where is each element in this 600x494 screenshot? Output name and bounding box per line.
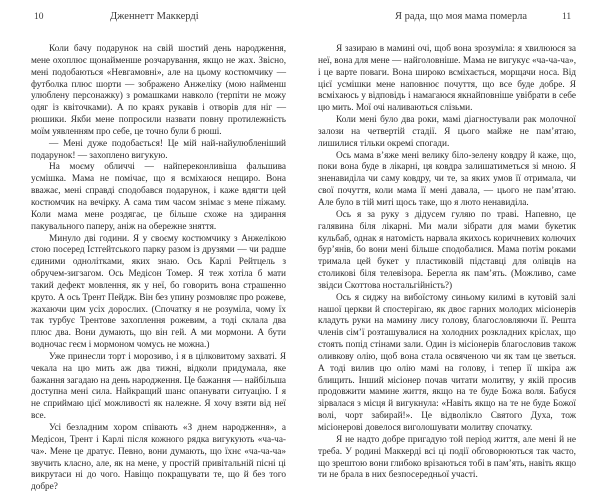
paragraph: Уже принесли торт і морозиво, і я в цілковитому захваті. Я чекала на цю мить аж два тижні, відколи придумала, яке бажання загадаю на день народження. Це бажання — найбільша доступна мені сила. Найкращий шанс опанувати ситуацію. І я не сприймаю цієї можливості як належне. Я хочу взяти від неї все. <box>31 351 286 422</box>
paragraph: Усі безладним хором співають «З днем народження», а Медісон, Трент і Карлі після кожного рядка вигукують «ча-ча-ча». Мене це дратує. Певно, вони думають, що їхнє «ча-ча-ча» звучить класно, але, як на мене, у простій привітальній пісні ці викрутаси ні до чого. Навіщо покращувати те, що й без того добре? <box>31 423 286 493</box>
paragraph: Коли бачу подарунок на свій шостий день народження, мене охоплює щонайменше розчарування, якщо не жах. Звісно, мені подобаються «Невгамовні», але на цьому костюмчику — футболка плюс шорти — зображено Анжеліку (мою найменш улюблену персонажку) з ромашками навколо (терпіти не можу одяг із квіточками). А по краях рукавів і отворів для ніг — рюшики. Якби мене попросили назвати повну протилежність моїм уявленням про себе, це точно були б рюші. <box>31 44 286 137</box>
paragraph: Я не надто добре пригадую той період життя, але мені й не треба. У родині Маккерді всі ці події обговорюються так часто, що зрештою вони глибоко врізаються тобі в пам’ять, навіть якщо ти не брала в них безпосередньої участі. <box>318 434 576 481</box>
paragraph: Ось я сиджу на вибоїстому синьому килимі в кутовій залі нашої церкви й спостерігаю, як двоє гарних молодих місіонерів кладуть руки на мамину лису голову, благословляючи її. Решта членів сім’ї розташувалися на холодних розкладних кріслах, що стоять попід стінами зали. Один із місіонерів благословив також оливкову олію, щоб вона стала освяченою чи як там це зветься. А тоді вилив цю олію мамі на голову, і тепер її шкіра аж блищить. Інший місіонер почав читати молитву, у якій просив продовжити мамине життя, якщо на те буде Божа воля. Бабуся зірвалася з місця й вигукнула: «Навіть якщо на те не буде Божої волі, чорт забирай!». Це відволікло Святого Духа, тож місіонерові довелося виголошувати молитву спочатку. <box>318 292 576 433</box>
paragraph: — Мені дуже подобається! Це мій най-найулюбленіший подарунок! — захоплено вигукую. <box>31 138 286 161</box>
body-text <box>31 44 286 494</box>
page-number: 11 <box>562 12 572 22</box>
running-head-author: Дженнетт Маккерді <box>110 11 199 22</box>
paragraph: На моєму обличчі — найпереконливіша фальшива усмішка. Мама не помічає, що я всміхаюся нещиро. Вона вважає, мені справді сподобався подарунок, і каже вдягти цей костюмчик на вечірку. А сама тим часом знімає з мене піжаму. Коли мама мене роздягає, це більше схоже на здирання пакувального паперу, аніж на обережне зняття. <box>31 162 286 232</box>
paragraph: Минуло дві години. Я у своєму костюмчику з Анжелікою стою посеред Істгейтського парку разом із друзями — чи радше єдиними однолітками, яких знаю. Ось Карлі Рейтцель з обручем-зигзагом. Ось Медісон Томер. Я теж хотіла б мати такий дефект мовлення, як у неї, бо говорить вона страшенно круто. А ось Трент Пейдж. Він без упину розмовляє про рожеве, жахаючи цим усіх дорослих. (Спочатку я не розуміла, чому їх так турбує Трентове захоплення рожевим, а тоді склала два плюс два. Вони думають, що він гей. А ми мормони. А бути водночас геєм і мормоном чомусь не можна.) <box>31 233 286 351</box>
page-number: 10 <box>34 12 44 22</box>
paragraph: Коли мені було два роки, мамі діагностували рак молочної залози на четвертій стадії. Я цього майже не пам’ятаю, лишилися тільки окремі спогади. <box>318 115 576 149</box>
left-page <box>0 0 300 493</box>
right-page <box>300 0 600 481</box>
body-text <box>318 44 576 482</box>
paragraph: Ось мама в’яже мені велику біло-зелену ковдру й каже, що, поки вона буде в лікарні, ця ковдра залишатиметься зі мною. Я зненавиділа чи саму ковдру, чи те, за яких умов її отримала, чи свої почуття, коли мама її мені давала, — цього не пам’ятаю. Але було в тій миті щось таке, що я люто ненавиділа. <box>318 150 576 208</box>
paragraph: Я зазираю в мамині очі, щоб вона зрозуміла: я хвилююся за неї, вона для мене — найголовніше. Мама не вигукує «ча-ча-ча», і це варте поваги. Вона широко всміхається, морщачи носа. Від цієї усмішки мене наповнює почуття, що все буде добре. Я всміхаюсь у відповідь і намагаюся якнайповніше увібрати в себе цю мить. Мої очі наливаються слізьми. <box>318 44 576 114</box>
paragraph: Ось я за руку з дідусем гуляю по траві. Напевно, це галявина біля лікарні. Ми мали зібрати для мами букетик кульбаб, однак я натомість нарвала якихось коричневих колючих бур’янів, бо вони мені більше сподобалися. Мама потім роками тримала цей букет у пластиковій підставці для олівців на столикові біля телевізора. Берегла як пам’ять. (Можливо, саме звідси Скоттова ностальгійність?) <box>318 209 576 291</box>
running-head-title: Я рада, що моя мама померла <box>395 11 527 22</box>
